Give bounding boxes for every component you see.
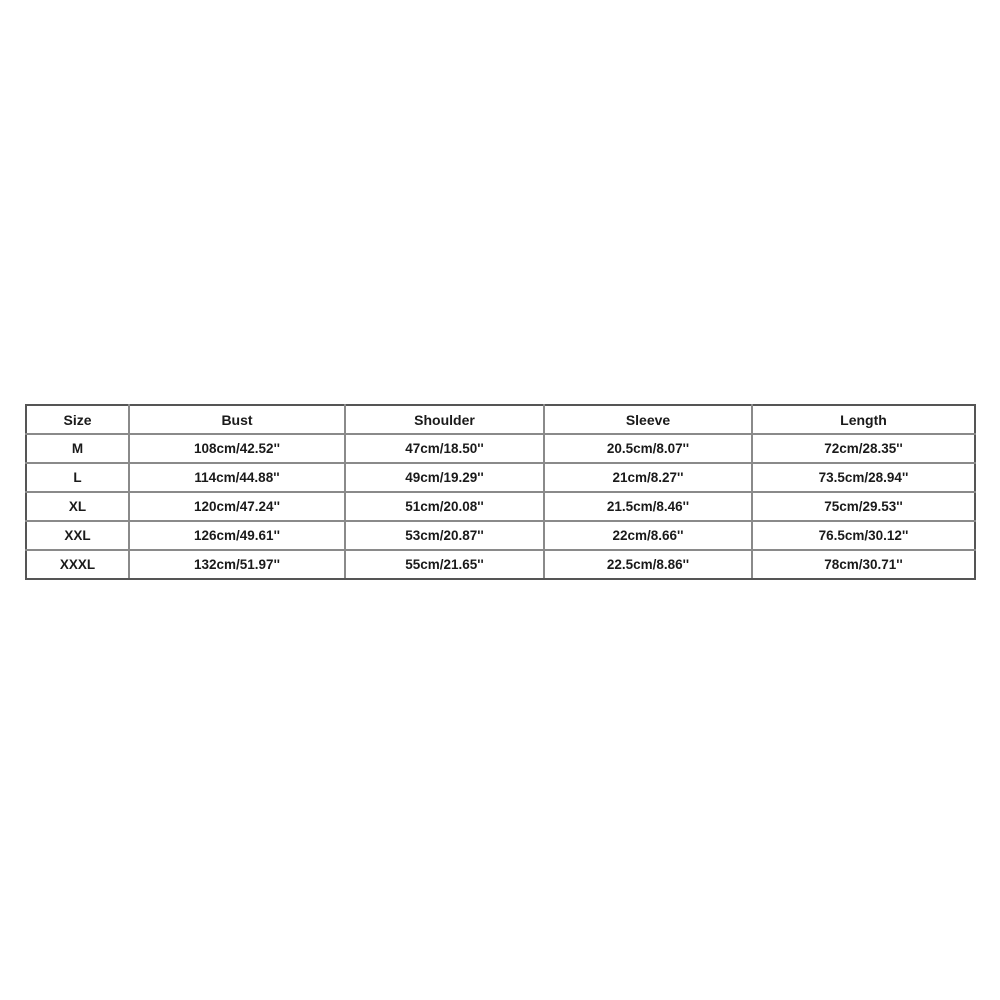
shoulder-cell: 51cm/20.08'' [345,492,544,521]
shoulder-cell: 55cm/21.65'' [345,550,544,579]
table-row [26,521,975,550]
sleeve-cell: 20.5cm/8.07'' [544,434,752,463]
table-row [26,463,975,492]
size-cell: XL [26,492,129,521]
shoulder-cell: 49cm/19.29'' [345,463,544,492]
sleeve-cell: 21.5cm/8.46'' [544,492,752,521]
size-chart-table [25,404,976,580]
bust-cell: 132cm/51.97'' [129,550,345,579]
bust-cell: 120cm/47.24'' [129,492,345,521]
header-sleeve: Sleeve [544,405,752,434]
table-row [26,492,975,521]
header-shoulder: Shoulder [345,405,544,434]
shoulder-cell: 47cm/18.50'' [345,434,544,463]
length-cell: 78cm/30.71'' [752,550,975,579]
table-row [26,550,975,579]
length-cell: 73.5cm/28.94'' [752,463,975,492]
header-size: Size [26,405,129,434]
bust-cell: 114cm/44.88'' [129,463,345,492]
bust-cell: 108cm/42.52'' [129,434,345,463]
header-row [26,405,975,434]
size-cell: L [26,463,129,492]
header-bust: Bust [129,405,345,434]
header-length: Length [752,405,975,434]
size-cell: XXXL [26,550,129,579]
size-cell: M [26,434,129,463]
table-row [26,434,975,463]
length-cell: 72cm/28.35'' [752,434,975,463]
sleeve-cell: 21cm/8.27'' [544,463,752,492]
sleeve-cell: 22cm/8.66'' [544,521,752,550]
length-cell: 75cm/29.53'' [752,492,975,521]
size-cell: XXL [26,521,129,550]
length-cell: 76.5cm/30.12'' [752,521,975,550]
sleeve-cell: 22.5cm/8.86'' [544,550,752,579]
bust-cell: 126cm/49.61'' [129,521,345,550]
shoulder-cell: 53cm/20.87'' [345,521,544,550]
